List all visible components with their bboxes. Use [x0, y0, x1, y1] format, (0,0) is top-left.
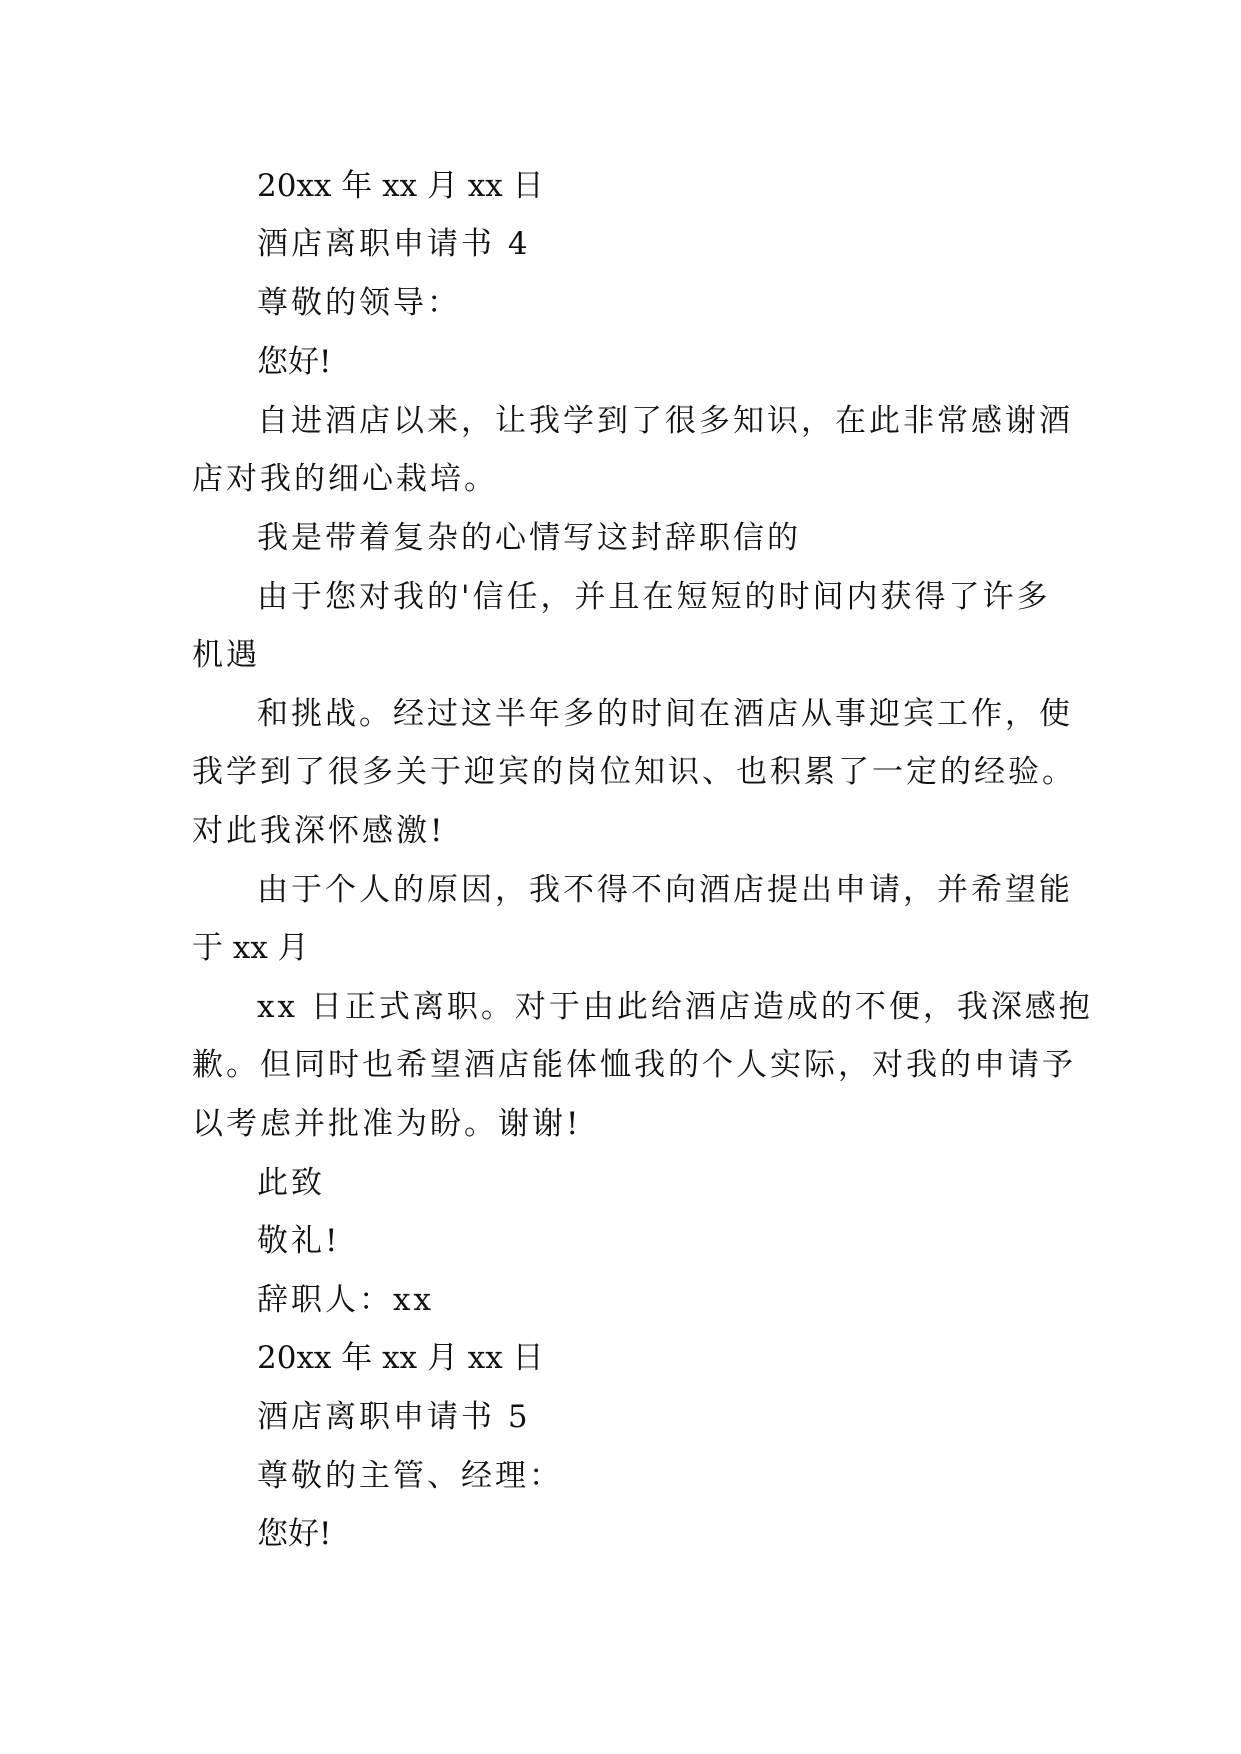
greeting: 您好!	[257, 1516, 332, 1552]
body-text-line: 歉。但同时也希望酒店能体恤我的个人实际，对我的申请予	[192, 1047, 1076, 1083]
letter-title: 酒店离职申请书 5	[257, 1399, 531, 1435]
body-text-line: 自进酒店以来，让我学到了很多知识，在此非常感谢酒	[257, 403, 1073, 439]
date-line: 20xx 年 xx 月 xx 日	[257, 1340, 544, 1376]
body-text-line: 我是带着复杂的心情写这封辞职信的	[257, 520, 801, 556]
greeting: 您好!	[257, 344, 332, 380]
letter-title: 酒店离职申请书 4	[257, 226, 531, 262]
salutation: 尊敬的领导：	[257, 285, 461, 321]
body-text-line: 机遇	[192, 637, 260, 673]
closing-salute: 敬礼!	[257, 1223, 341, 1259]
body-text-line: 我学到了很多关于迎宾的岗位知识、也积累了一定的经验。	[192, 754, 1076, 790]
salutation: 尊敬的主管、经理：	[257, 1458, 563, 1494]
date-line: 20xx 年 xx 月 xx 日	[257, 168, 544, 204]
body-text-line: 对此我深怀感激!	[192, 813, 446, 849]
closing-line: 此致	[257, 1165, 325, 1201]
body-text-line: 由于您对我的'信任，并且在短短的时间内获得了许多	[257, 579, 1051, 615]
body-text-line: 于 xx 月	[192, 930, 309, 966]
signature-line: 辞职人：xx	[257, 1282, 434, 1318]
body-text-line: 和挑战。经过这半年多的时间在酒店从事迎宾工作，使	[257, 696, 1073, 732]
body-text-line: 以考虑并批准为盼。谢谢!	[192, 1106, 582, 1142]
body-text-line: 店对我的细心栽培。	[192, 461, 498, 497]
body-text-line: 由于个人的原因，我不得不向酒店提出申请，并希望能	[257, 872, 1073, 908]
body-text-line: xx 日正式离职。对于由此给酒店造成的不便，我深感抱	[257, 989, 1093, 1025]
